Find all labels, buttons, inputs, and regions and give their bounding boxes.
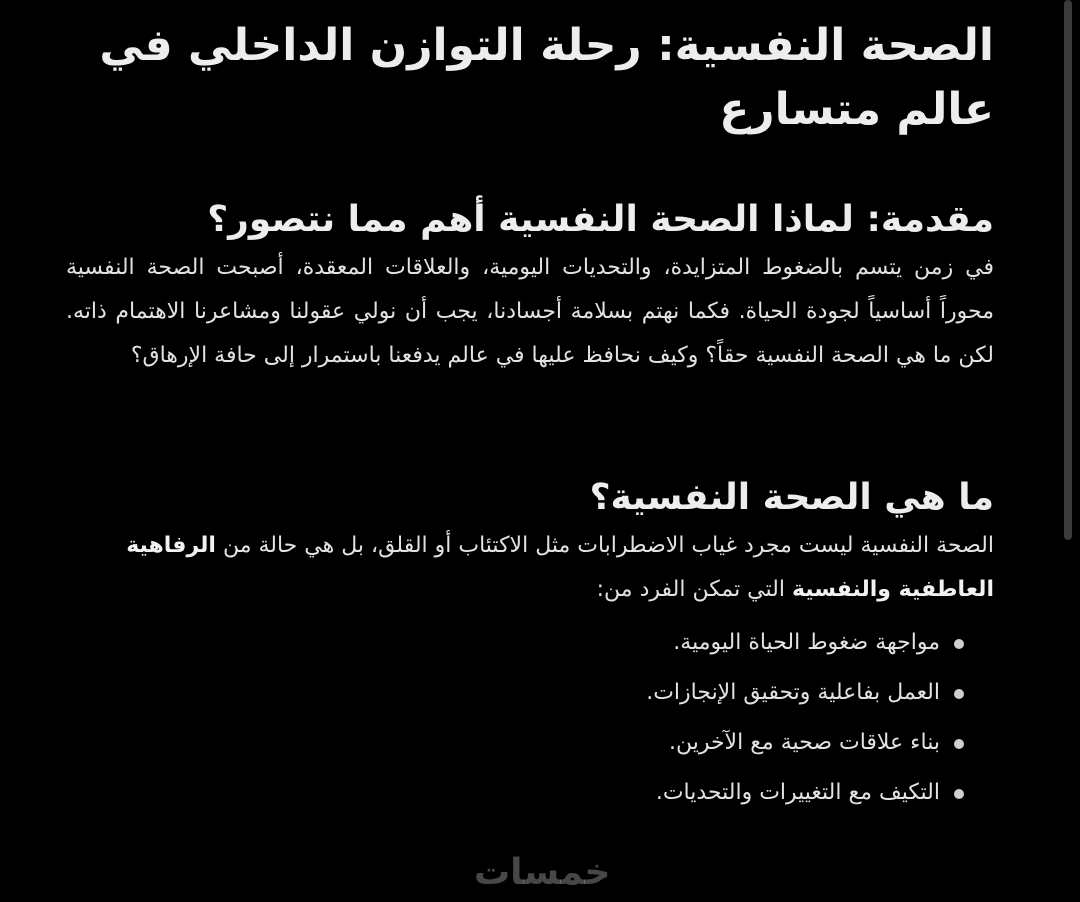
- definition-text-after: التي تمكن الفرد من:: [596, 577, 792, 602]
- list-item-text: مواجهة ضغوط الحياة اليومية.: [673, 630, 940, 655]
- list-item-text: العمل بفاعلية وتحقيق الإنجازات.: [646, 680, 940, 705]
- bullet-icon: [954, 789, 964, 799]
- definition-text-before: الصحة النفسية ليست مجرد غياب الاضطرابات مثل الاكتئاب أو القلق، بل هي حالة من: [215, 533, 994, 558]
- scrollbar-thumb[interactable]: [1064, 0, 1072, 540]
- watermark-logo: خمسات: [474, 852, 611, 893]
- article-title: الصحة النفسية: رحلة التوازن الداخلي في عالم متسارع: [99, 20, 994, 135]
- article-content: [66, 14, 994, 818]
- list-item: [66, 768, 994, 818]
- bullet-icon: [954, 739, 964, 749]
- list-item: [66, 718, 994, 768]
- list-item: [66, 618, 994, 668]
- bullet-icon: [954, 689, 964, 699]
- list-item-text: التكيف مع التغييرات والتحديات.: [655, 780, 940, 805]
- list-item-text: بناء علاقات صحية مع الآخرين.: [668, 730, 940, 755]
- list-item: [66, 668, 994, 718]
- definition-bold-text: الرفاهية العاطفية والنفسية: [126, 533, 994, 602]
- definition-list: [66, 618, 994, 818]
- intro-paragraph: في زمن يتسم بالضغوط المتزايدة، والتحديات اليومية، والعلاقات المعقدة، أصبحت الصحة النفسية محوراً أساسياً لجودة الحياة. فكما نهتم بسلامة أجسادنا، يجب أن نولي عقولنا ومشاعرنا الاهتمام ذاته. لكن ما هي الصحة النفسية حقاً؟ وكيف نحافظ عليها في عالم يدفعنا باستمرار إلى حافة الإرهاق؟: [66, 255, 994, 368]
- bullet-icon: [954, 639, 964, 649]
- intro-heading: مقدمة: لماذا الصحة النفسية أهم مما نتصور؟: [207, 199, 994, 240]
- definition-paragraph: [66, 524, 994, 612]
- definition-heading: ما هي الصحة النفسية؟: [589, 477, 994, 518]
- definition-section: [66, 472, 994, 818]
